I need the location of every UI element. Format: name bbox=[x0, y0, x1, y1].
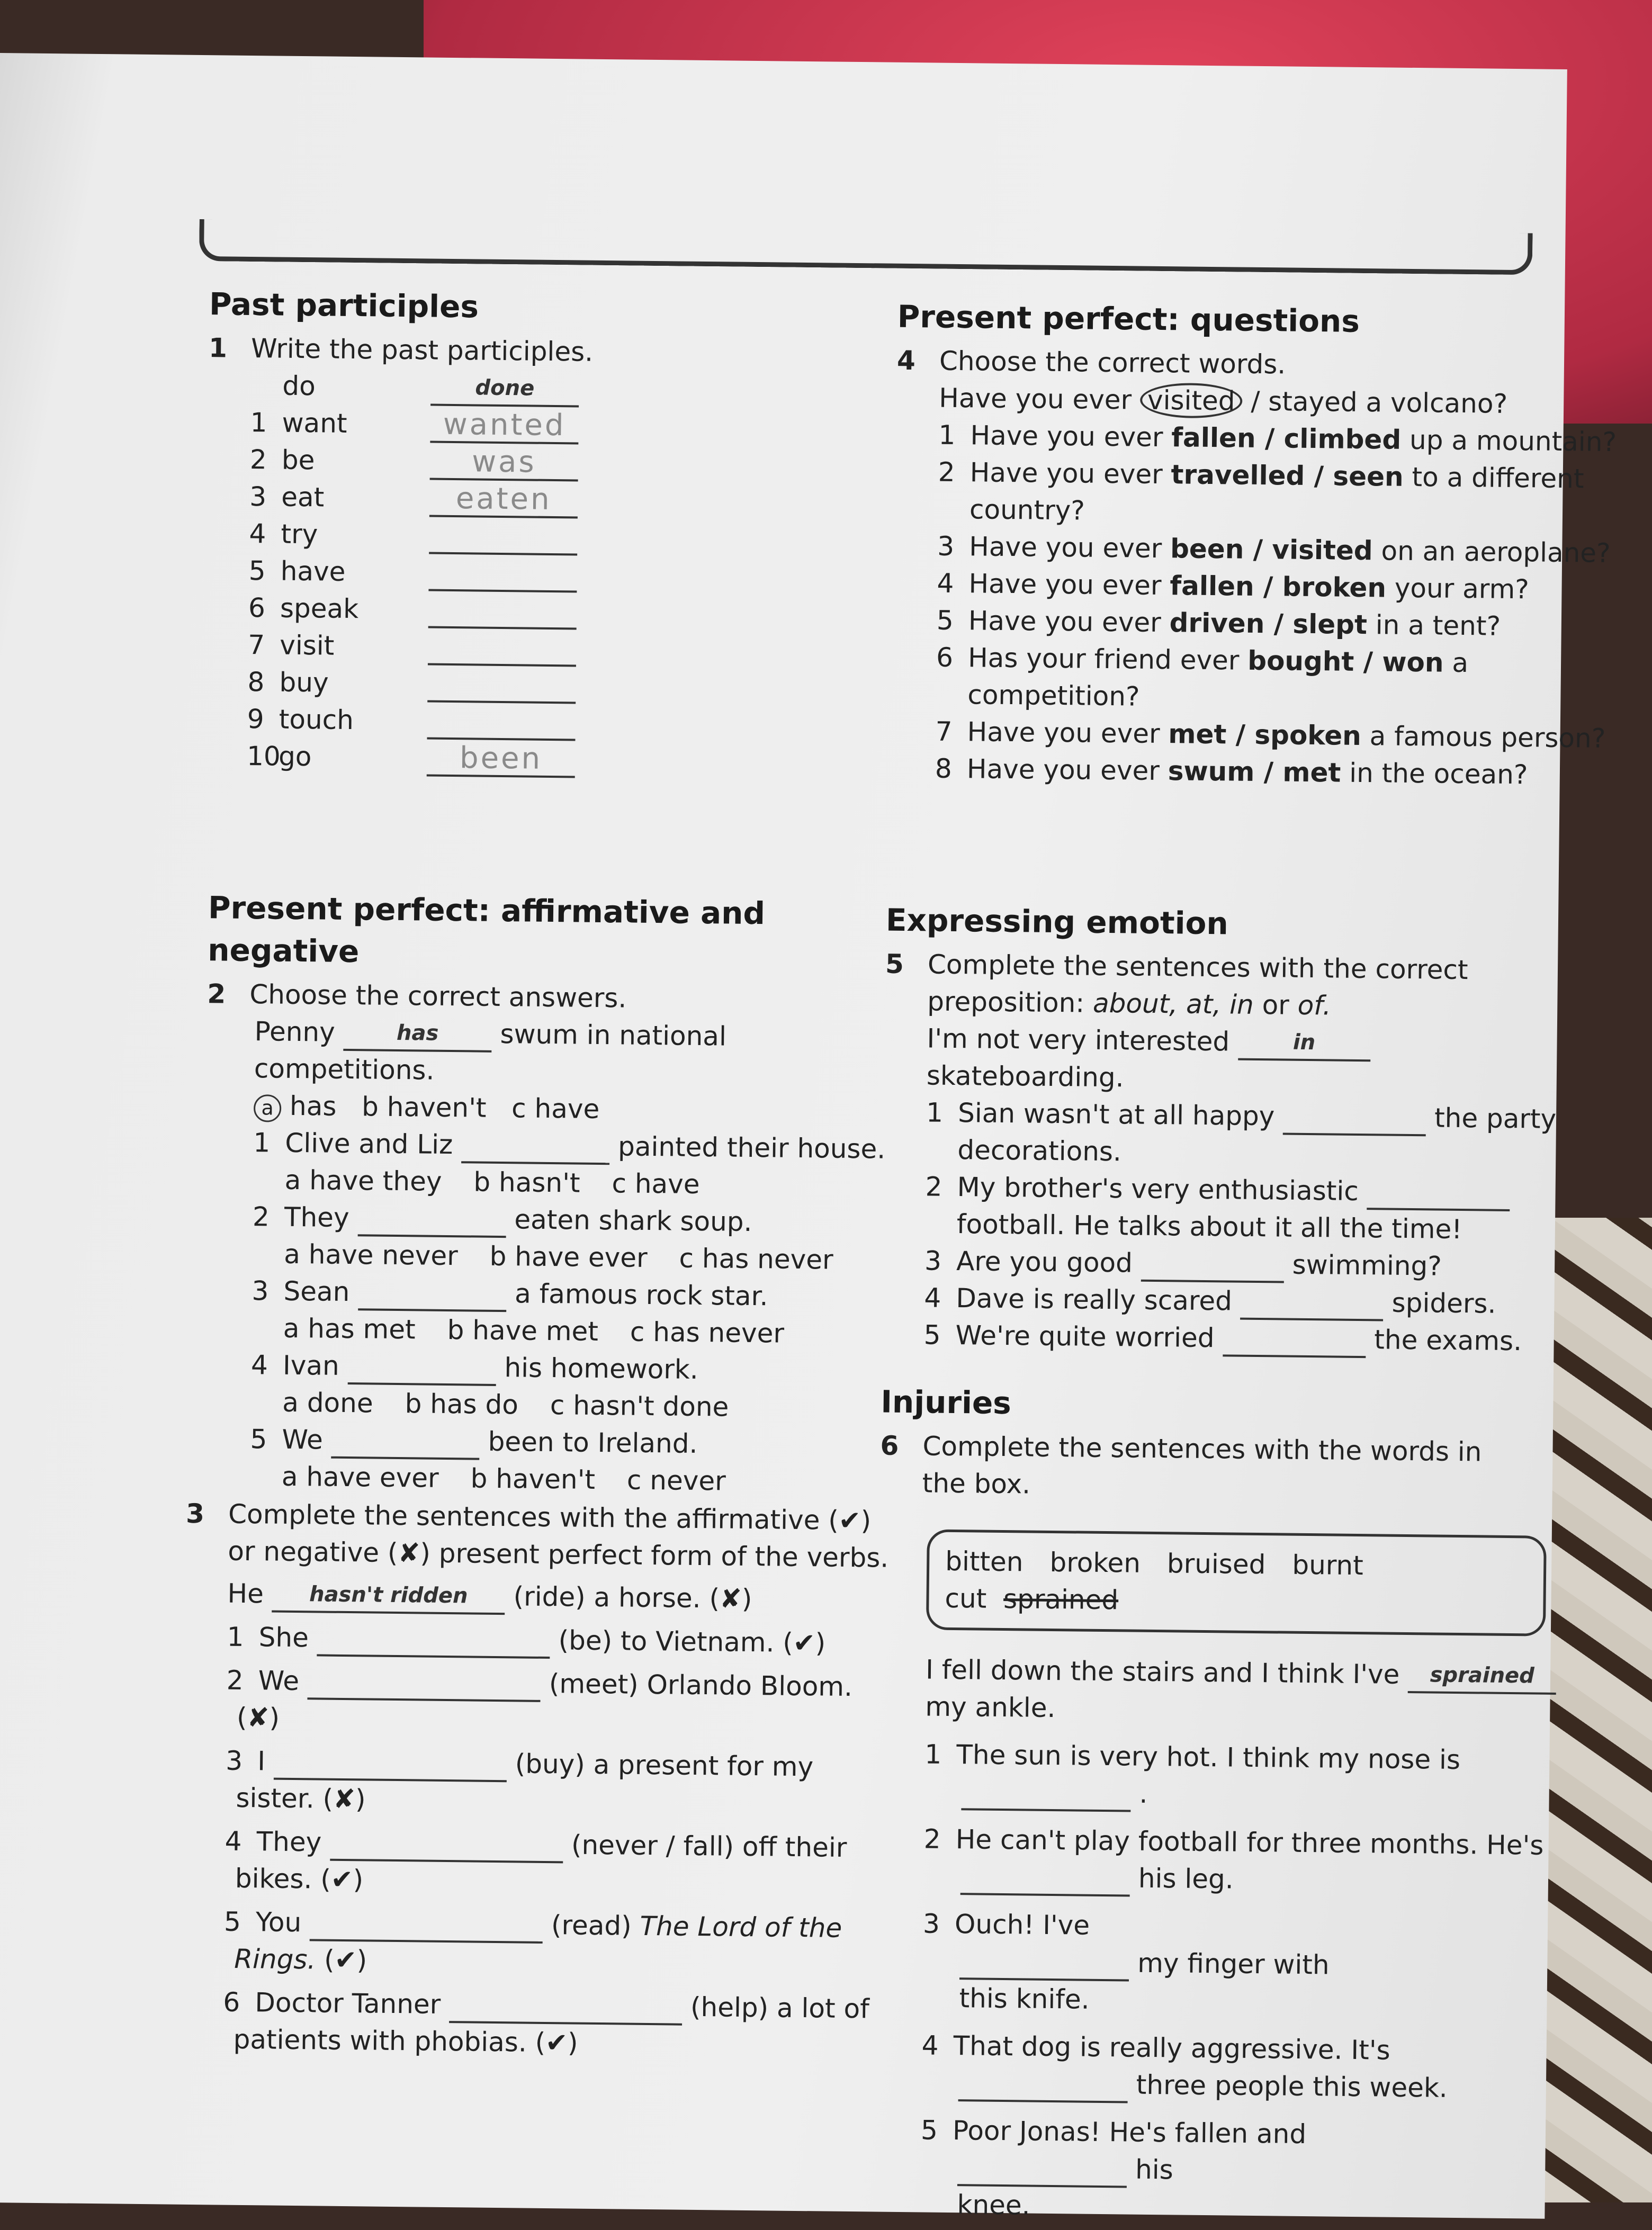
sentence-start: Doctor Tanner bbox=[255, 1987, 441, 2020]
sentence-row bbox=[923, 1905, 1559, 1949]
question-row bbox=[895, 453, 1584, 497]
sentence-row bbox=[923, 1820, 1559, 1864]
circled-answer[interactable]: visited bbox=[1140, 383, 1243, 419]
sentence-start: Sian wasn't at all happy bbox=[957, 1098, 1275, 1132]
item-number: 4 bbox=[921, 2030, 939, 2061]
sentence-start: Clive and Liz bbox=[285, 1127, 453, 1161]
answer-blank[interactable]: was bbox=[430, 448, 579, 482]
sentence-end: painted their house. bbox=[617, 1131, 886, 1165]
sentence-list bbox=[881, 1094, 1557, 1360]
participle-list bbox=[204, 366, 870, 781]
sentence-continuation: this knife. bbox=[959, 1983, 1090, 2015]
question-text: Have you ever bbox=[967, 716, 1160, 750]
verb: try bbox=[281, 518, 318, 550]
answer-blank[interactable] bbox=[310, 1909, 543, 1944]
answer-blank[interactable] bbox=[1367, 1178, 1510, 1211]
continuation-text: bikes. (✔) bbox=[235, 1863, 364, 1895]
item-number: 3 bbox=[225, 1745, 243, 1776]
participle-row bbox=[206, 515, 869, 559]
section-questions bbox=[893, 295, 1617, 794]
participle-row bbox=[205, 626, 868, 670]
sentence-continuation: decorations. bbox=[957, 1135, 1122, 1167]
option[interactable]: b haven't bbox=[470, 1463, 596, 1495]
verb: have bbox=[280, 555, 346, 587]
box-word: cut bbox=[945, 1582, 987, 1614]
answer-blank[interactable] bbox=[1223, 1325, 1366, 1358]
item-number: 2 bbox=[938, 456, 955, 488]
sentence-start: I bbox=[257, 1746, 266, 1777]
answer-blank[interactable] bbox=[959, 1948, 1129, 1981]
question-row bbox=[894, 601, 1557, 645]
item-number: 3 bbox=[249, 481, 267, 512]
question-row bbox=[893, 750, 1555, 794]
sentence-row bbox=[202, 1420, 865, 1464]
item-number: 6 bbox=[248, 592, 266, 624]
section-title: Present perfect: questions bbox=[897, 298, 1360, 339]
sentence-row bbox=[924, 1736, 1560, 1779]
section-title: Present perfect: affirmative and negative bbox=[207, 889, 766, 970]
sentence-end: (help) a lot of bbox=[690, 1991, 870, 2025]
item-number: 4 bbox=[249, 518, 266, 550]
answer-options bbox=[204, 1235, 867, 1279]
answer-blank[interactable] bbox=[429, 523, 578, 556]
sentence-list bbox=[180, 1618, 884, 2065]
participle-row bbox=[204, 737, 867, 781]
sentence-start: You bbox=[255, 1907, 302, 1938]
continuation-text: (✘) bbox=[236, 1702, 280, 1733]
word-options[interactable]: travelled / seen bbox=[1171, 459, 1404, 492]
sentence-row bbox=[882, 1279, 1544, 1323]
item-number: 5 bbox=[223, 1906, 241, 1937]
sentence-continuation bbox=[923, 1857, 1559, 1901]
example-sentence: I fell down the stairs and I think I've sprained bbox=[926, 1651, 1561, 1695]
box-word: bruised bbox=[1166, 1548, 1266, 1580]
sentence-end: spiders. bbox=[1391, 1287, 1496, 1319]
box-word: burnt bbox=[1292, 1549, 1364, 1581]
sentence-row bbox=[205, 1123, 886, 1167]
item-number: 3 bbox=[252, 1275, 269, 1307]
item-number: 1 bbox=[924, 1739, 942, 1770]
sentence-start: Ivan bbox=[282, 1350, 340, 1381]
item-number: 9 bbox=[247, 703, 264, 735]
verb: visit bbox=[280, 630, 335, 661]
answer-options bbox=[205, 1161, 867, 1204]
exercise-instruction: 5 Complete the sentences with the correct bbox=[885, 948, 1468, 986]
check-mark: (✔) bbox=[324, 1944, 367, 1976]
option[interactable]: a done bbox=[282, 1387, 373, 1419]
sentence-start: Ouch! I've bbox=[954, 1909, 1090, 1941]
sentence-start: Dave is really scared bbox=[956, 1283, 1233, 1317]
sentence-end: a famous rock star. bbox=[514, 1278, 768, 1312]
item-number: 4 bbox=[225, 1826, 242, 1857]
sentence-row bbox=[884, 1094, 1557, 1138]
sentence-end: the exams. bbox=[1374, 1324, 1522, 1357]
question-text-end: a bbox=[1452, 647, 1469, 679]
answer-blank[interactable] bbox=[357, 1204, 506, 1238]
answer-blank[interactable] bbox=[427, 708, 576, 741]
answer-blank[interactable]: hasn't ridden bbox=[272, 1581, 505, 1615]
sentence-continuation bbox=[184, 1698, 883, 1743]
sentence-end: his homework. bbox=[504, 1352, 698, 1385]
option[interactable]: c never bbox=[626, 1464, 726, 1497]
sentence-end: eaten shark soup. bbox=[514, 1204, 752, 1237]
word-options[interactable]: bought / won bbox=[1247, 645, 1444, 678]
exercise-instruction: 4 Choose the correct words. bbox=[896, 345, 1286, 380]
verb: go bbox=[278, 741, 312, 772]
answer-blank[interactable] bbox=[308, 1668, 541, 1702]
answer-blank[interactable] bbox=[331, 1427, 480, 1460]
sentence-row bbox=[881, 1316, 1543, 1360]
exercise-instruction: 6 Complete the sentences with the words in bbox=[880, 1430, 1482, 1468]
verb: touch bbox=[279, 704, 354, 736]
question-text-end: your arm? bbox=[1394, 572, 1530, 605]
sentence-continuation bbox=[924, 1773, 1560, 1817]
box-word: bitten bbox=[945, 1545, 1023, 1578]
sentence-continuation bbox=[921, 2064, 1557, 2108]
option[interactable]: a has met bbox=[283, 1312, 416, 1345]
sentence-row bbox=[883, 1168, 1545, 1212]
sentence-row bbox=[921, 2027, 1557, 2071]
question-text-end: on an aeroplane? bbox=[1381, 535, 1611, 569]
item-number: 2 bbox=[249, 444, 267, 475]
sentence-continuation bbox=[180, 2020, 879, 2065]
answer-blank[interactable] bbox=[427, 671, 576, 704]
answer-blank[interactable] bbox=[358, 1279, 507, 1312]
section-title: Past participles bbox=[209, 286, 479, 325]
item-number: 4 bbox=[250, 1350, 268, 1381]
question-text-end: a famous person? bbox=[1369, 721, 1606, 754]
injuries-sentences: I fell down the stairs and I think I've sprained my ankle. 1 The sun is very hot. I think my nose is . 2 He can't play football for three months. He's his leg. 3 Ouch! I've my finger with this knife. 4 That dog is really aggressive. It's three people this week. 5 Poor Jonas! He's fallen and his knee. bbox=[920, 1651, 1561, 2229]
question-text-end: in the ocean? bbox=[1349, 757, 1528, 790]
book-title: The Lord of the bbox=[640, 1910, 842, 1944]
sentence-row bbox=[184, 1618, 884, 1662]
section-complete-sentences: 3 Complete the sentences with the affirmative (✔) or negative (✘) present perfect form of the verbs. He hasn't ridden (ride) a horse. (✘) 1 She (be) to Vietnam. (✔) 2 We (meet) Orlando Bloom. (✘) 3 I (buy) a present for my sister. (✘) 4 They (never / fall) off their bikes. (✔) 5 You (read) The Lord of the Rings. (✔) 6 Doctor Tanner (help) a lot of patients with phobias. (✔) bbox=[180, 1495, 885, 2065]
sentence-row bbox=[204, 1272, 866, 1316]
word-options[interactable]: met / spoken bbox=[1168, 718, 1362, 751]
option[interactable]: a have never bbox=[283, 1238, 459, 1272]
option[interactable]: b hasn't bbox=[473, 1166, 580, 1199]
sentence-start: He can't play football for three months. He's bbox=[955, 1824, 1544, 1861]
sentence-row bbox=[921, 2111, 1557, 2155]
item-number: 3 bbox=[937, 530, 955, 562]
sentence-continuation bbox=[182, 1859, 882, 1904]
sentence-start: My brother's very enthusiastic bbox=[957, 1172, 1359, 1207]
item-number: 1 bbox=[926, 1097, 944, 1128]
section-expressing-emotion: Expressing emotion 5 Complete the sentences with the correct preposition: about, at, in or of. I'm not very interested in skateboarding. 1 Sian wasn't at all happy the party decorations. 2 My brother's very enthusiastic football. He talks about it all the time! 3 Are you good swimming? 4 Dave is really scared spiders. 5 We're quite worried the exams. bbox=[881, 899, 1548, 1360]
sentence-end: (be) to Vietnam. (✔) bbox=[558, 1625, 826, 1659]
answer-blank[interactable] bbox=[274, 1748, 507, 1783]
section-injuries: Injuries 6 Complete the sentences with the words in the box. bbox=[879, 1381, 1558, 1508]
word-box bbox=[926, 1529, 1547, 1636]
sentence-continuation bbox=[922, 1942, 1558, 1986]
question-text: competition? bbox=[967, 679, 1140, 712]
exercise-instruction: 1 Write the past participles. bbox=[208, 332, 594, 367]
sentence-end: the party bbox=[1434, 1102, 1557, 1135]
question-text-end: up a mountain? bbox=[1409, 424, 1617, 458]
item-number: 1 bbox=[227, 1621, 244, 1652]
item-number: 5 bbox=[250, 1424, 267, 1455]
item-number: 8 bbox=[935, 753, 953, 784]
item-number: 1 bbox=[250, 407, 267, 438]
verb: speak bbox=[280, 592, 359, 625]
question-row bbox=[894, 564, 1557, 608]
option[interactable]: c have bbox=[612, 1168, 700, 1200]
participle-row bbox=[205, 663, 867, 707]
example-options: a has b haven't c have bbox=[206, 1086, 868, 1130]
sentence-start: They bbox=[284, 1201, 349, 1234]
answer-blank[interactable] bbox=[961, 1778, 1131, 1812]
item-number: 1 bbox=[253, 1127, 271, 1158]
sentence-end: been to Ireland. bbox=[488, 1426, 698, 1459]
sentence-end: my finger with bbox=[1137, 1947, 1330, 1981]
sentence-continuation: football. He talks about it all the time! bbox=[956, 1209, 1462, 1245]
answer-blank[interactable]: has bbox=[343, 1019, 492, 1053]
answer-blank[interactable] bbox=[449, 1991, 683, 2026]
answer-blank[interactable] bbox=[958, 2070, 1128, 2103]
sentence-start: We bbox=[282, 1424, 324, 1455]
item-number: 5 bbox=[923, 1319, 941, 1351]
question-text: Have you ever bbox=[966, 753, 1160, 787]
question-row bbox=[893, 676, 1556, 720]
example-sentence: He hasn't ridden (ride) a horse. (✘) bbox=[227, 1578, 752, 1615]
option[interactable]: b have met bbox=[447, 1314, 599, 1347]
sentence-row bbox=[203, 1346, 866, 1390]
continuation-text: sister. (✘) bbox=[236, 1782, 366, 1815]
worksheet-page bbox=[0, 53, 1617, 2221]
participle-row bbox=[206, 589, 868, 633]
answer-blank[interactable] bbox=[1141, 1250, 1284, 1283]
item-number: 10 bbox=[246, 740, 281, 772]
verb: buy bbox=[279, 667, 329, 698]
question-row bbox=[895, 490, 1558, 534]
continuation-text: patients with phobias. (✔) bbox=[233, 2024, 578, 2058]
exercise-instruction: 2 Choose the correct answers. bbox=[207, 978, 627, 1014]
sentence-end: (buy) a present for my bbox=[515, 1748, 814, 1783]
box-word: broken bbox=[1049, 1546, 1141, 1579]
verb: want bbox=[282, 407, 347, 439]
answer-options bbox=[202, 1457, 865, 1501]
verb: eat bbox=[281, 481, 325, 513]
question-list bbox=[893, 416, 1617, 794]
participle-row bbox=[208, 403, 870, 447]
word-options[interactable]: been / visited bbox=[1170, 533, 1373, 567]
item-number: 5 bbox=[936, 605, 954, 636]
answer-list bbox=[202, 1123, 886, 1501]
answer-blank[interactable] bbox=[960, 1863, 1130, 1896]
section-title: Injuries bbox=[881, 1383, 1012, 1422]
sentence-start: They bbox=[256, 1826, 322, 1858]
item-number: 7 bbox=[248, 629, 265, 661]
section-past-participles bbox=[204, 283, 872, 781]
section-title: Expressing emotion bbox=[885, 902, 1229, 942]
sentence-start: She bbox=[258, 1622, 309, 1653]
option[interactable]: c has never bbox=[630, 1316, 785, 1349]
sentence-end: (never / fall) off their bbox=[571, 1829, 847, 1863]
verb: do bbox=[282, 370, 316, 402]
sentence-end: three people this week. bbox=[1136, 2069, 1448, 2103]
answer-blank[interactable] bbox=[317, 1624, 550, 1659]
sentence-start: We bbox=[258, 1665, 300, 1697]
participle-row bbox=[204, 700, 867, 744]
sentence-start: Are you good bbox=[956, 1246, 1133, 1279]
answer-blank[interactable]: done bbox=[430, 374, 579, 408]
item-number: 7 bbox=[935, 716, 953, 747]
option[interactable]: b have ever bbox=[489, 1240, 648, 1273]
sentence-start: Poor Jonas! He's fallen and bbox=[952, 2115, 1307, 2150]
exercise-instruction: 3 Complete the sentences with the affirmative (✔) bbox=[185, 1498, 872, 1536]
answer-blank[interactable]: been bbox=[427, 745, 576, 778]
question-text: Have you ever bbox=[968, 568, 1162, 601]
answer-blank[interactable] bbox=[347, 1353, 496, 1386]
participle-row bbox=[206, 552, 868, 596]
item-number: 5 bbox=[920, 2115, 938, 2146]
sentence-start: That dog is really aggressive. It's bbox=[953, 2030, 1390, 2066]
answer-blank[interactable] bbox=[330, 1829, 563, 1864]
item-number bbox=[250, 394, 282, 395]
sentence-end: swimming? bbox=[1292, 1249, 1442, 1282]
verb: be bbox=[281, 444, 315, 476]
question-text: Have you ever bbox=[969, 457, 1163, 490]
answer-blank[interactable] bbox=[428, 560, 577, 593]
sentence-end: his leg. bbox=[1138, 1863, 1234, 1895]
option[interactable]: c has never bbox=[679, 1243, 833, 1275]
answer-blank[interactable] bbox=[1240, 1288, 1384, 1321]
answer-blank[interactable] bbox=[428, 597, 577, 630]
item-number: 2 bbox=[925, 1171, 942, 1202]
participle-row bbox=[208, 440, 870, 484]
sentence-start: We're quite worried bbox=[955, 1320, 1215, 1354]
item-number: 2 bbox=[923, 1823, 941, 1855]
sentence-end: (read) bbox=[551, 1910, 632, 1941]
example-question: Have you ever visited / stayed a volcano? bbox=[938, 382, 1508, 419]
item-number: 3 bbox=[924, 1245, 942, 1276]
item-number: 2 bbox=[226, 1665, 244, 1696]
answer-blank[interactable]: wanted bbox=[430, 411, 579, 445]
item-number: 4 bbox=[937, 568, 954, 599]
question-text: Have you ever bbox=[969, 531, 1162, 564]
sentence-row bbox=[882, 1242, 1545, 1286]
sentence-start: Sean bbox=[283, 1275, 350, 1308]
sentence-end: (meet) Orlando Bloom. bbox=[549, 1668, 853, 1703]
answer-blank[interactable]: eaten bbox=[429, 485, 578, 519]
header-rule bbox=[199, 219, 1533, 275]
option[interactable]: a have ever bbox=[281, 1461, 439, 1494]
item-number: 5 bbox=[248, 555, 266, 587]
sentence-continuation bbox=[181, 1940, 881, 1984]
used-word: sprained bbox=[1003, 1584, 1119, 1616]
question-text: Have you ever bbox=[968, 605, 1162, 639]
sentence-start: The sun is very hot. I think my nose is bbox=[956, 1739, 1461, 1776]
item-number: 1 bbox=[938, 419, 956, 451]
word-options[interactable]: fallen / climbed bbox=[1171, 422, 1402, 455]
example-sentence: I'm not very interested in bbox=[884, 1020, 1547, 1064]
item-number: 4 bbox=[924, 1282, 941, 1314]
section-affirmative-negative: Present perfect: affirmative and negative 2 Choose the correct answers. Penny has swum in national competitions. a has b haven't c have 1 Clive and Liz painted their house. a have they b hasn't c have 2 They eaten shark soup. a have never b have ever c has never 3 Sean a famous rock star. a has met b have met c has never 4 Ivan his homework. a done b has do c hasn't done 5 We been to Ireland. a have ever b haven't c never bbox=[202, 886, 870, 1501]
answer-blank[interactable]: in bbox=[1238, 1029, 1371, 1062]
word-options[interactable]: swum / met bbox=[1168, 756, 1341, 788]
sentence-row bbox=[205, 1198, 867, 1242]
answer-options bbox=[203, 1383, 865, 1427]
question-row bbox=[895, 527, 1611, 571]
word-options[interactable]: driven / slept bbox=[1169, 607, 1368, 641]
example-sentence: Penny has swum in national bbox=[254, 1016, 727, 1052]
book-title-end: Rings. bbox=[234, 1943, 316, 1975]
answer-blank[interactable] bbox=[461, 1131, 610, 1165]
answer-blank[interactable] bbox=[957, 2154, 1127, 2188]
question-text-end: to a different bbox=[1412, 461, 1584, 494]
question-text: Have you ever bbox=[970, 420, 1163, 453]
question-text: country? bbox=[969, 494, 1085, 526]
sentence-continuation bbox=[183, 1779, 882, 1823]
sentence-continuation: knee. bbox=[957, 2189, 1030, 2221]
participle-row bbox=[208, 366, 870, 410]
item-number: 6 bbox=[936, 642, 954, 673]
option[interactable]: c hasn't done bbox=[550, 1390, 729, 1423]
item-number: 8 bbox=[247, 666, 265, 698]
sentence-continuation bbox=[920, 2148, 1556, 2192]
question-row bbox=[896, 416, 1617, 460]
circled-option[interactable]: a bbox=[254, 1094, 282, 1122]
option[interactable]: a have they bbox=[284, 1164, 442, 1197]
question-row bbox=[894, 639, 1556, 682]
sentence-end: . bbox=[1139, 1778, 1148, 1809]
question-row bbox=[893, 713, 1606, 757]
item-number: 3 bbox=[922, 1908, 940, 1939]
answer-blank[interactable]: sprained bbox=[1408, 1661, 1557, 1695]
answer-blank[interactable] bbox=[428, 634, 577, 667]
option[interactable]: b has do bbox=[405, 1388, 519, 1420]
answer-blank[interactable] bbox=[1283, 1103, 1426, 1136]
participle-row bbox=[207, 478, 869, 521]
question-text: Has your friend ever bbox=[967, 642, 1240, 676]
item-number: 2 bbox=[252, 1201, 270, 1233]
question-text-end: in a tent? bbox=[1375, 609, 1501, 642]
word-options[interactable]: fallen / broken bbox=[1170, 570, 1387, 604]
sentence-end: his bbox=[1135, 2154, 1174, 2186]
item-number: 6 bbox=[223, 1986, 240, 2018]
answer-options bbox=[203, 1309, 866, 1353]
